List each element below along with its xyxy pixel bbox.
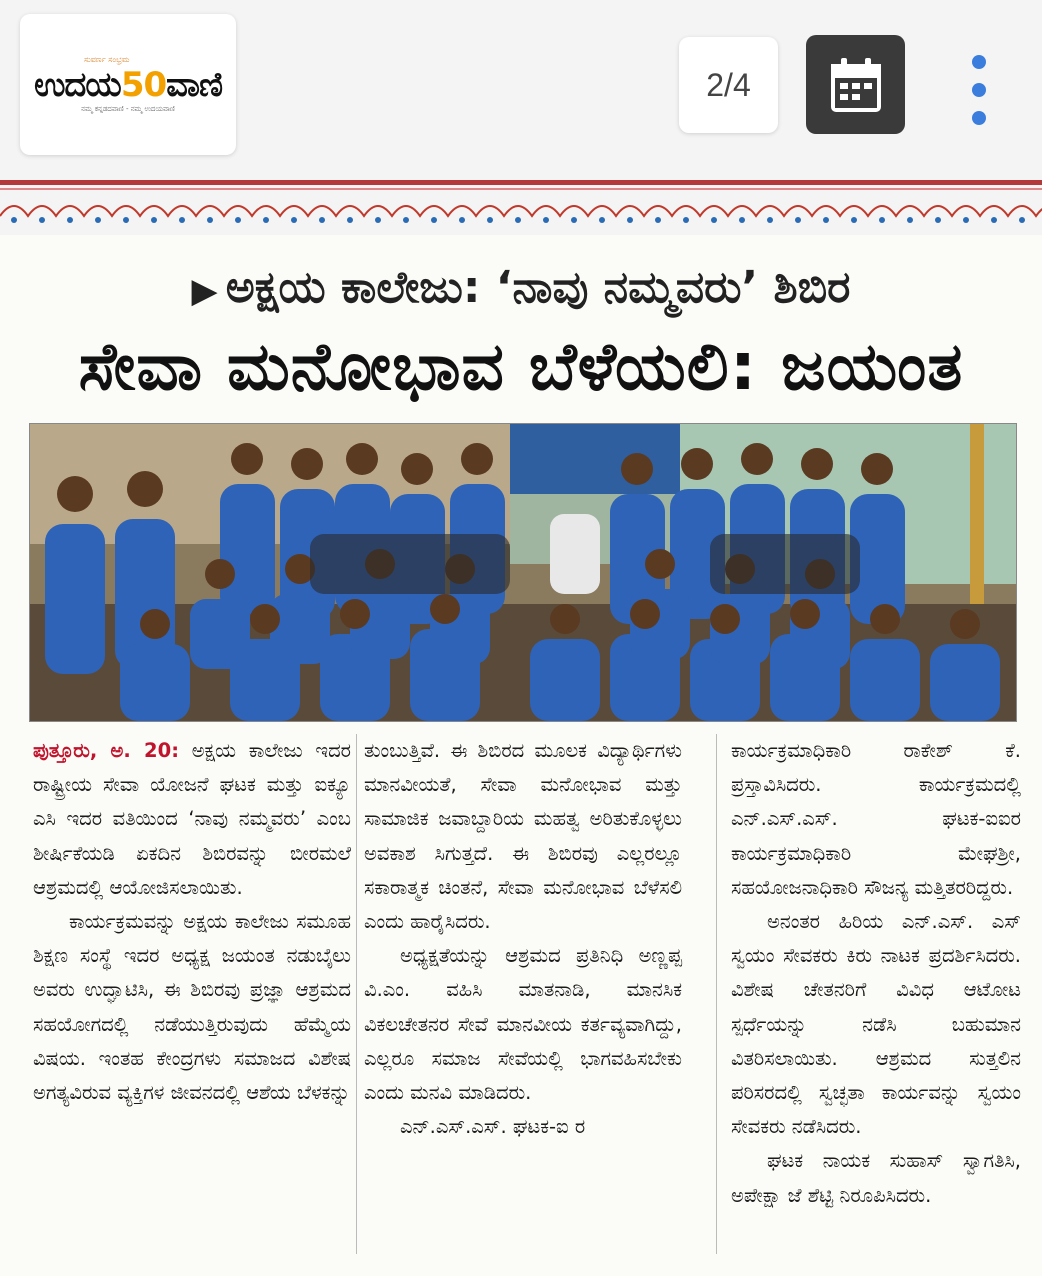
decorative-border <box>0 180 1042 230</box>
article-headline: ಸೇವಾ ಮನೋಭಾವ ಬೆಳೆಯಲಿ: ಜಯಂತ <box>78 328 964 405</box>
paragraph: ಎನ್.ಎಸ್.ಎಸ್. ಘಟಕ-ಐ ರ <box>400 1115 586 1139</box>
logo-name-a: ಉದಯ <box>33 65 121 105</box>
logo-wordmark <box>34 65 222 105</box>
paragraph: ಘಟಕ ನಾಯಕ ಸುಹಾಸ್ ಸ್ವಾಗತಿಸಿ, ಅಪೇಕ್ಷಾ ಜೆ ಶೆಟ್ಟಿ ನಿರೂಪಿಸಿದರು. <box>731 1149 1021 1207</box>
page-indicator[interactable]: 2/4 <box>679 37 778 133</box>
logo-fifty: 50 <box>120 65 167 105</box>
more-options-button[interactable] <box>955 55 1003 125</box>
newspaper-logo[interactable] <box>20 14 236 155</box>
calendar-button[interactable] <box>806 35 905 134</box>
logo-name-b: ವಾಣಿ <box>166 65 223 105</box>
menu-dot <box>972 55 986 69</box>
paragraph: ತುಂಬುತ್ತಿವೆ. ಈ ಶಿಬಿರದ ಮೂಲಕ ವಿದ್ಯಾರ್ಥಿಗಳು ಮಾನವೀಯತೆ, ಸೇವಾ ಮನೋಭಾವ ಮತ್ತು ಸಾಮಾಜಿಕ ಜವಾಬ್ದಾರಿಯ ಮಹತ್ವ ಅರಿತುಕೊಳ್ಳಲು ಅವಕಾಶ ಸಿಗುತ್ತದೆ. ಈ ಶಿಬಿರವು ಎಲ್ಲರಲ್ಲೂ ಸಕಾರಾತ್ಮಕ ಚಿಂತನೆ, ಸೇವಾ ಮನೋಭಾವ ಬೆಳೆಸಲಿ ಎಂದು ಹಾರೈಸಿದರು. <box>364 739 682 934</box>
dateline: ಪುತ್ತೂರು, ಅ. 20: <box>33 739 179 762</box>
app-toolbar <box>0 0 1042 178</box>
article-column-3 <box>731 734 1021 1213</box>
paragraph: ಅನಂತರ ಹಿರಿಯ ಎನ್.ಎಸ್. ಎಸ್ ಸ್ವಯಂ ಸೇವಕರು ಕಿರು ನಾಟಕ ಪ್ರದರ್ಶಿಸಿದರು. ವಿಶೇಷ ಚೇತನರಿಗೆ ವಿವಿಧ ಆಟೋಟ ಸ್ಪರ್ಧೆಯನ್ನು ನಡೆಸಿ ಬಹುಮಾನ ವಿತರಿಸಲಾಯಿತು. ಆಶ್ರಮದ ಸುತ್ತಲಿನ ಪರಿಸರದಲ್ಲಿ ಸ್ವಚ್ಛತಾ ಕಾರ್ಯವನ್ನು ಸ್ವಯಂ ಸೇವಕರು ನಡೆಸಿದರು. <box>731 910 1021 1139</box>
logo-tagline: ಸುವರ್ಣ ಸಂಭ್ರಮ <box>84 55 130 64</box>
column-divider <box>716 734 717 1254</box>
logo-subtitle: ನಮ್ಮ ಕನ್ನಡದವಾಣಿ - ನಮ್ಮ ಉದಯವಾಣಿ <box>81 105 175 113</box>
paragraph: ಅಧ್ಯಕ್ಷತೆಯನ್ನು ಆಶ್ರಮದ ಪ್ರತಿನಿಧಿ ಅಣ್ಣಪ್ಪ ವಿ.ಎಂ. ವಹಿಸಿ ಮಾತನಾಡಿ, ಮಾನಸಿಕ ವಿಕಲಚೇತನರ ಸೇವೆ ಮಾನವೀಯ ಕರ್ತವ್ಯವಾಗಿದ್ದು, ಎಲ್ಲರೂ ಸಮಾಜ ಸೇವೆಯಲ್ಲಿ ಭಾಗವಹಿಸಬೇಕು ಎಂದು ಮನವಿ ಮಾಡಿದರು. <box>364 944 682 1105</box>
menu-dot <box>972 111 986 125</box>
paragraph: ಕಾರ್ಯಕ್ರಮಾಧಿಕಾರಿ ರಾಕೇಶ್ ಕೆ. ಪ್ರಸ್ತಾವಿಸಿದರು. ಕಾರ್ಯಕ್ರಮದಲ್ಲಿ ಎನ್.ಎಸ್.ಎಸ್. ಘಟಕ-ಐಐರ ಕಾರ್ಯಕ್ರಮಾಧಿಕಾರಿ ಮೇಘಶ್ರೀ, ಸಹಯೋಜನಾಧಿಕಾರಿ ಸೌಜನ್ಯ ಮತ್ತಿತರರಿದ್ದರು. <box>731 739 1021 899</box>
column-divider <box>356 734 357 1254</box>
play-arrow-icon: ▶ <box>191 271 218 311</box>
calendar-icon <box>827 54 885 116</box>
group-photo[interactable] <box>29 423 1017 722</box>
kicker-text: ಅಕ್ಷಯ ಕಾಲೇಜು: ‘ನಾವು ನಮ್ಮವರು’ ಶಿಬಿರ <box>225 262 851 313</box>
paragraph: ಅಕ್ಷಯ ಕಾಲೇಜು ಇದರ ರಾಷ್ಟ್ರೀಯ ಸೇವಾ ಯೋಜನೆ ಘಟಕ ಮತ್ತು ಐಕ್ಯೂ ಎಸಿ ಇದರ ವತಿಯಿಂದ ‘ನಾವು ನಮ್ಮವರು’ ಎಂಬ ಶೀರ್ಷಿಕೆಯಡಿ ಏಕದಿನ ಶಿಬಿರವನ್ನು ಬೀರಮಲೆ ಆಶ್ರಮದಲ್ಲಿ ಆಯೋಜಿಸಲಾಯಿತು. <box>33 739 351 899</box>
article-column-2 <box>364 734 682 1144</box>
article-column-1 <box>33 734 351 1110</box>
paragraph: ಕಾರ್ಯಕ್ರಮವನ್ನು ಅಕ್ಷಯ ಕಾಲೇಜು ಸಮೂಹ ಶಿಕ್ಷಣ ಸಂಸ್ಥೆ ಇದರ ಅಧ್ಯಕ್ಷ ಜಯಂತ ನಡುಬೈಲು ಅವರು ಉದ್ಘಾಟಿಸಿ, ಈ ಶಿಬಿರವು ಪ್ರಜ್ಞಾ ಆಶ್ರಮದ ಸಹಯೋಗದಲ್ಲಿ ನಡೆಯುತ್ತಿರುವುದು ಹೆಮ್ಮೆಯ ವಿಷಯ. ಇಂತಹ ಕೇಂದ್ರಗಳು ಸಮಾಜದ ವಿಶೇಷ ಅಗತ್ಯವಿರುವ ವ್ಯಕ್ತಿಗಳ ಜೀವನದಲ್ಲಿ ಆಶೆಯ ಬೆಳಕನ್ನು <box>33 910 351 1105</box>
menu-dot <box>972 83 986 97</box>
article-kicker <box>0 262 1042 313</box>
